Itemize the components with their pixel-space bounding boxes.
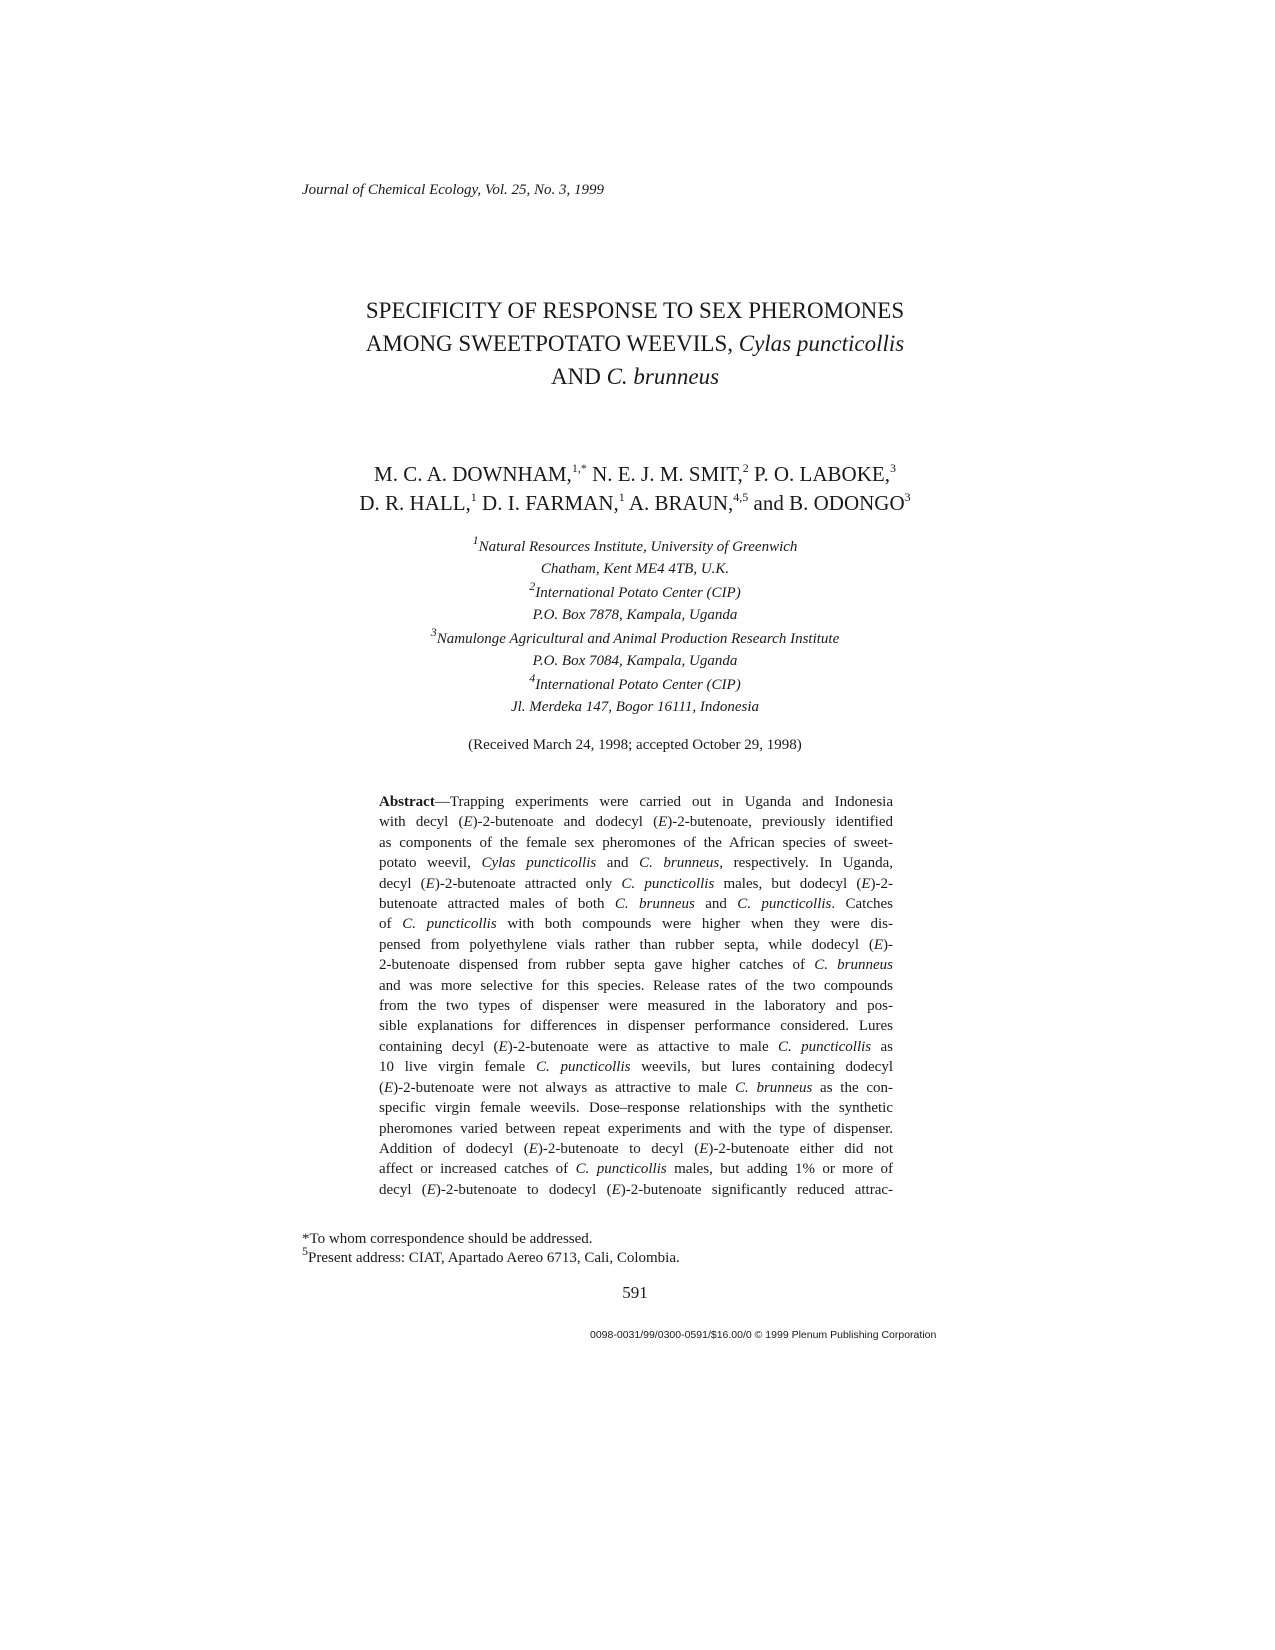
- author-name: M. C. A. DOWNHAM,: [374, 462, 572, 486]
- page-number: 591: [622, 1283, 648, 1302]
- author-line-1: [300, 460, 970, 489]
- journal-citation: Journal of Chemical Ecology, Vol. 25, No. 3, 1999: [302, 182, 605, 198]
- affiliation-line: [300, 625, 970, 650]
- affiliation-1: [300, 533, 970, 580]
- title-species-2: C. brunneus: [606, 364, 720, 389]
- affiliation-mark: 1: [472, 533, 479, 547]
- abstract-line: from the two types of dispenser were measured in the laboratory and pos-: [379, 998, 893, 1015]
- abstract-line: Addition of dodecyl (E)-2-butenoate to decyl (E)-2-butenoate either did not: [379, 1140, 894, 1157]
- affiliation-address: Chatham, Kent ME4 4TB, U.K.: [540, 561, 730, 577]
- author-affil-mark: 1: [618, 490, 625, 504]
- footnote-text: Present address: CIAT, Apartado Aereo 6713, Cali, Colombia.: [308, 1250, 680, 1266]
- abstract-line: potato weevil, Cylas puncticollis and C. brunneus, respectively. In Uganda,: [379, 855, 893, 872]
- affiliation-institution: Namulonge Agricultural and Animal Production Research Institute: [436, 631, 840, 647]
- author-line-2: [300, 489, 970, 518]
- author-affil-mark: 3: [904, 490, 911, 504]
- title-line-2-text: AMONG SWEETPOTATO WEEVILS,: [365, 331, 739, 356]
- title-line-1: SPECIFICITY OF RESPONSE TO SEX PHEROMONES: [365, 298, 905, 323]
- footnote-text: *To whom correspondence should be addressed.: [302, 1231, 593, 1247]
- abstract-line: pensed from polyethylene vials rather than rubber septa, while dodecyl (E)-: [379, 936, 893, 953]
- abstract-line: butenoate attracted males of both C. brunneus and C. puncticollis. Catches: [379, 896, 893, 913]
- title-line-2: [300, 327, 970, 360]
- affiliation-institution: International Potato Center (CIP): [535, 585, 741, 601]
- abstract-line: (E)-2-butenoate were not always as attractive to male C. brunneus as the con-: [379, 1079, 893, 1096]
- abstract-line: of C. puncticollis with both compounds were higher when they were dis-: [379, 916, 894, 933]
- author-affil-mark: 1,*: [571, 461, 587, 475]
- abstract-heading: Abstract: [379, 794, 435, 810]
- affiliation-mark: 3: [430, 625, 437, 639]
- affiliation-mark: 4: [529, 671, 536, 685]
- author-name: D. I. FARMAN,: [476, 491, 619, 515]
- abstract-line: with decyl (E)-2-butenoate and dodecyl (E)-2-butenoate, previously identified: [379, 814, 893, 831]
- affiliation-mark: 2: [529, 579, 536, 593]
- affiliation-4: [300, 671, 970, 718]
- affiliation-line: [300, 533, 970, 558]
- author-name: P. O. LABOKE,: [748, 462, 890, 486]
- footnote-correspondence: [302, 1230, 680, 1249]
- abstract-line: as components of the female sex pheromones of the African species of sweet-: [379, 834, 893, 851]
- abstract-line: and was more selective for this species. Release rates of the two compounds: [379, 977, 893, 994]
- title-line-3: [300, 360, 970, 393]
- affiliation-line: [300, 579, 970, 604]
- abstract-line: decyl (E)-2-butenoate attracted only C. puncticollis males, but dodecyl (E)-2-: [379, 875, 894, 892]
- affiliation-2: [300, 579, 970, 626]
- footnote-present-address: [302, 1244, 680, 1268]
- abstract-line: decyl (E)-2-butenoate to dodecyl (E)-2-butenoate significantly reduced attrac-: [379, 1181, 894, 1198]
- copyright-line: 0098-0031/99/0300-0591/$16.00/0 © 1999 Plenum Publishing Corporation: [590, 1329, 937, 1341]
- title-species-1: Cylas puncticollis: [738, 331, 905, 356]
- footnote-mark: 5: [302, 1244, 308, 1258]
- author-affil-mark: 2: [742, 461, 749, 475]
- author-affil-mark: 1: [470, 490, 477, 504]
- affiliations: [300, 533, 970, 720]
- abstract-line: pheromones varied between repeat experiments and with the type of dispenser.: [379, 1120, 893, 1137]
- author-name: and B. ODONGO: [748, 491, 905, 515]
- author-name: A. BRAUN,: [624, 491, 734, 515]
- abstract-line: sible explanations for differences in dispenser performance considered. Lures: [379, 1018, 893, 1035]
- title-line-3-text: AND: [550, 364, 607, 389]
- author-affil-mark: 3: [889, 461, 896, 475]
- affiliation-address: P.O. Box 7878, Kampala, Uganda: [532, 607, 738, 623]
- footnotes: [302, 1230, 680, 1268]
- author-affil-mark: 4,5: [733, 490, 749, 504]
- affiliation-address: Jl. Merdeka 147, Bogor 16111, Indonesia: [510, 699, 759, 715]
- abstract-line: 2-butenoate dispensed from rubber septa gave higher catches of C. brunneus: [379, 957, 893, 974]
- author-list: [300, 460, 970, 518]
- abstract-line: 10 live virgin female C. puncticollis weevils, but lures containing dodecyl: [379, 1059, 893, 1076]
- abstract-line: affect or increased catches of C. puncticollis males, but adding 1% or more of: [379, 1161, 893, 1178]
- abstract-line: Abstract—Trapping experiments were carried out in Uganda and Indonesia: [379, 794, 893, 810]
- author-name: N. E. J. M. SMIT,: [586, 462, 743, 486]
- author-name: D. R. HALL,: [359, 491, 471, 515]
- abstract-line: containing decyl (E)-2-butenoate were as attactive to male C. puncticollis as: [379, 1038, 893, 1055]
- affiliation-institution: Natural Resources Institute, University of Greenwich: [478, 539, 798, 555]
- paper-title: [300, 294, 970, 393]
- affiliation-line: [300, 671, 970, 696]
- abstract-line: specific virgin female weevils. Dose–response relationships with the synthetic: [379, 1100, 893, 1117]
- affiliation-3: [300, 625, 970, 672]
- received-dates: (Received March 24, 1998; accepted October 29, 1998): [468, 737, 802, 753]
- affiliation-institution: International Potato Center (CIP): [535, 677, 741, 693]
- affiliation-address: P.O. Box 7084, Kampala, Uganda: [532, 653, 738, 669]
- abstract: [379, 792, 893, 1200]
